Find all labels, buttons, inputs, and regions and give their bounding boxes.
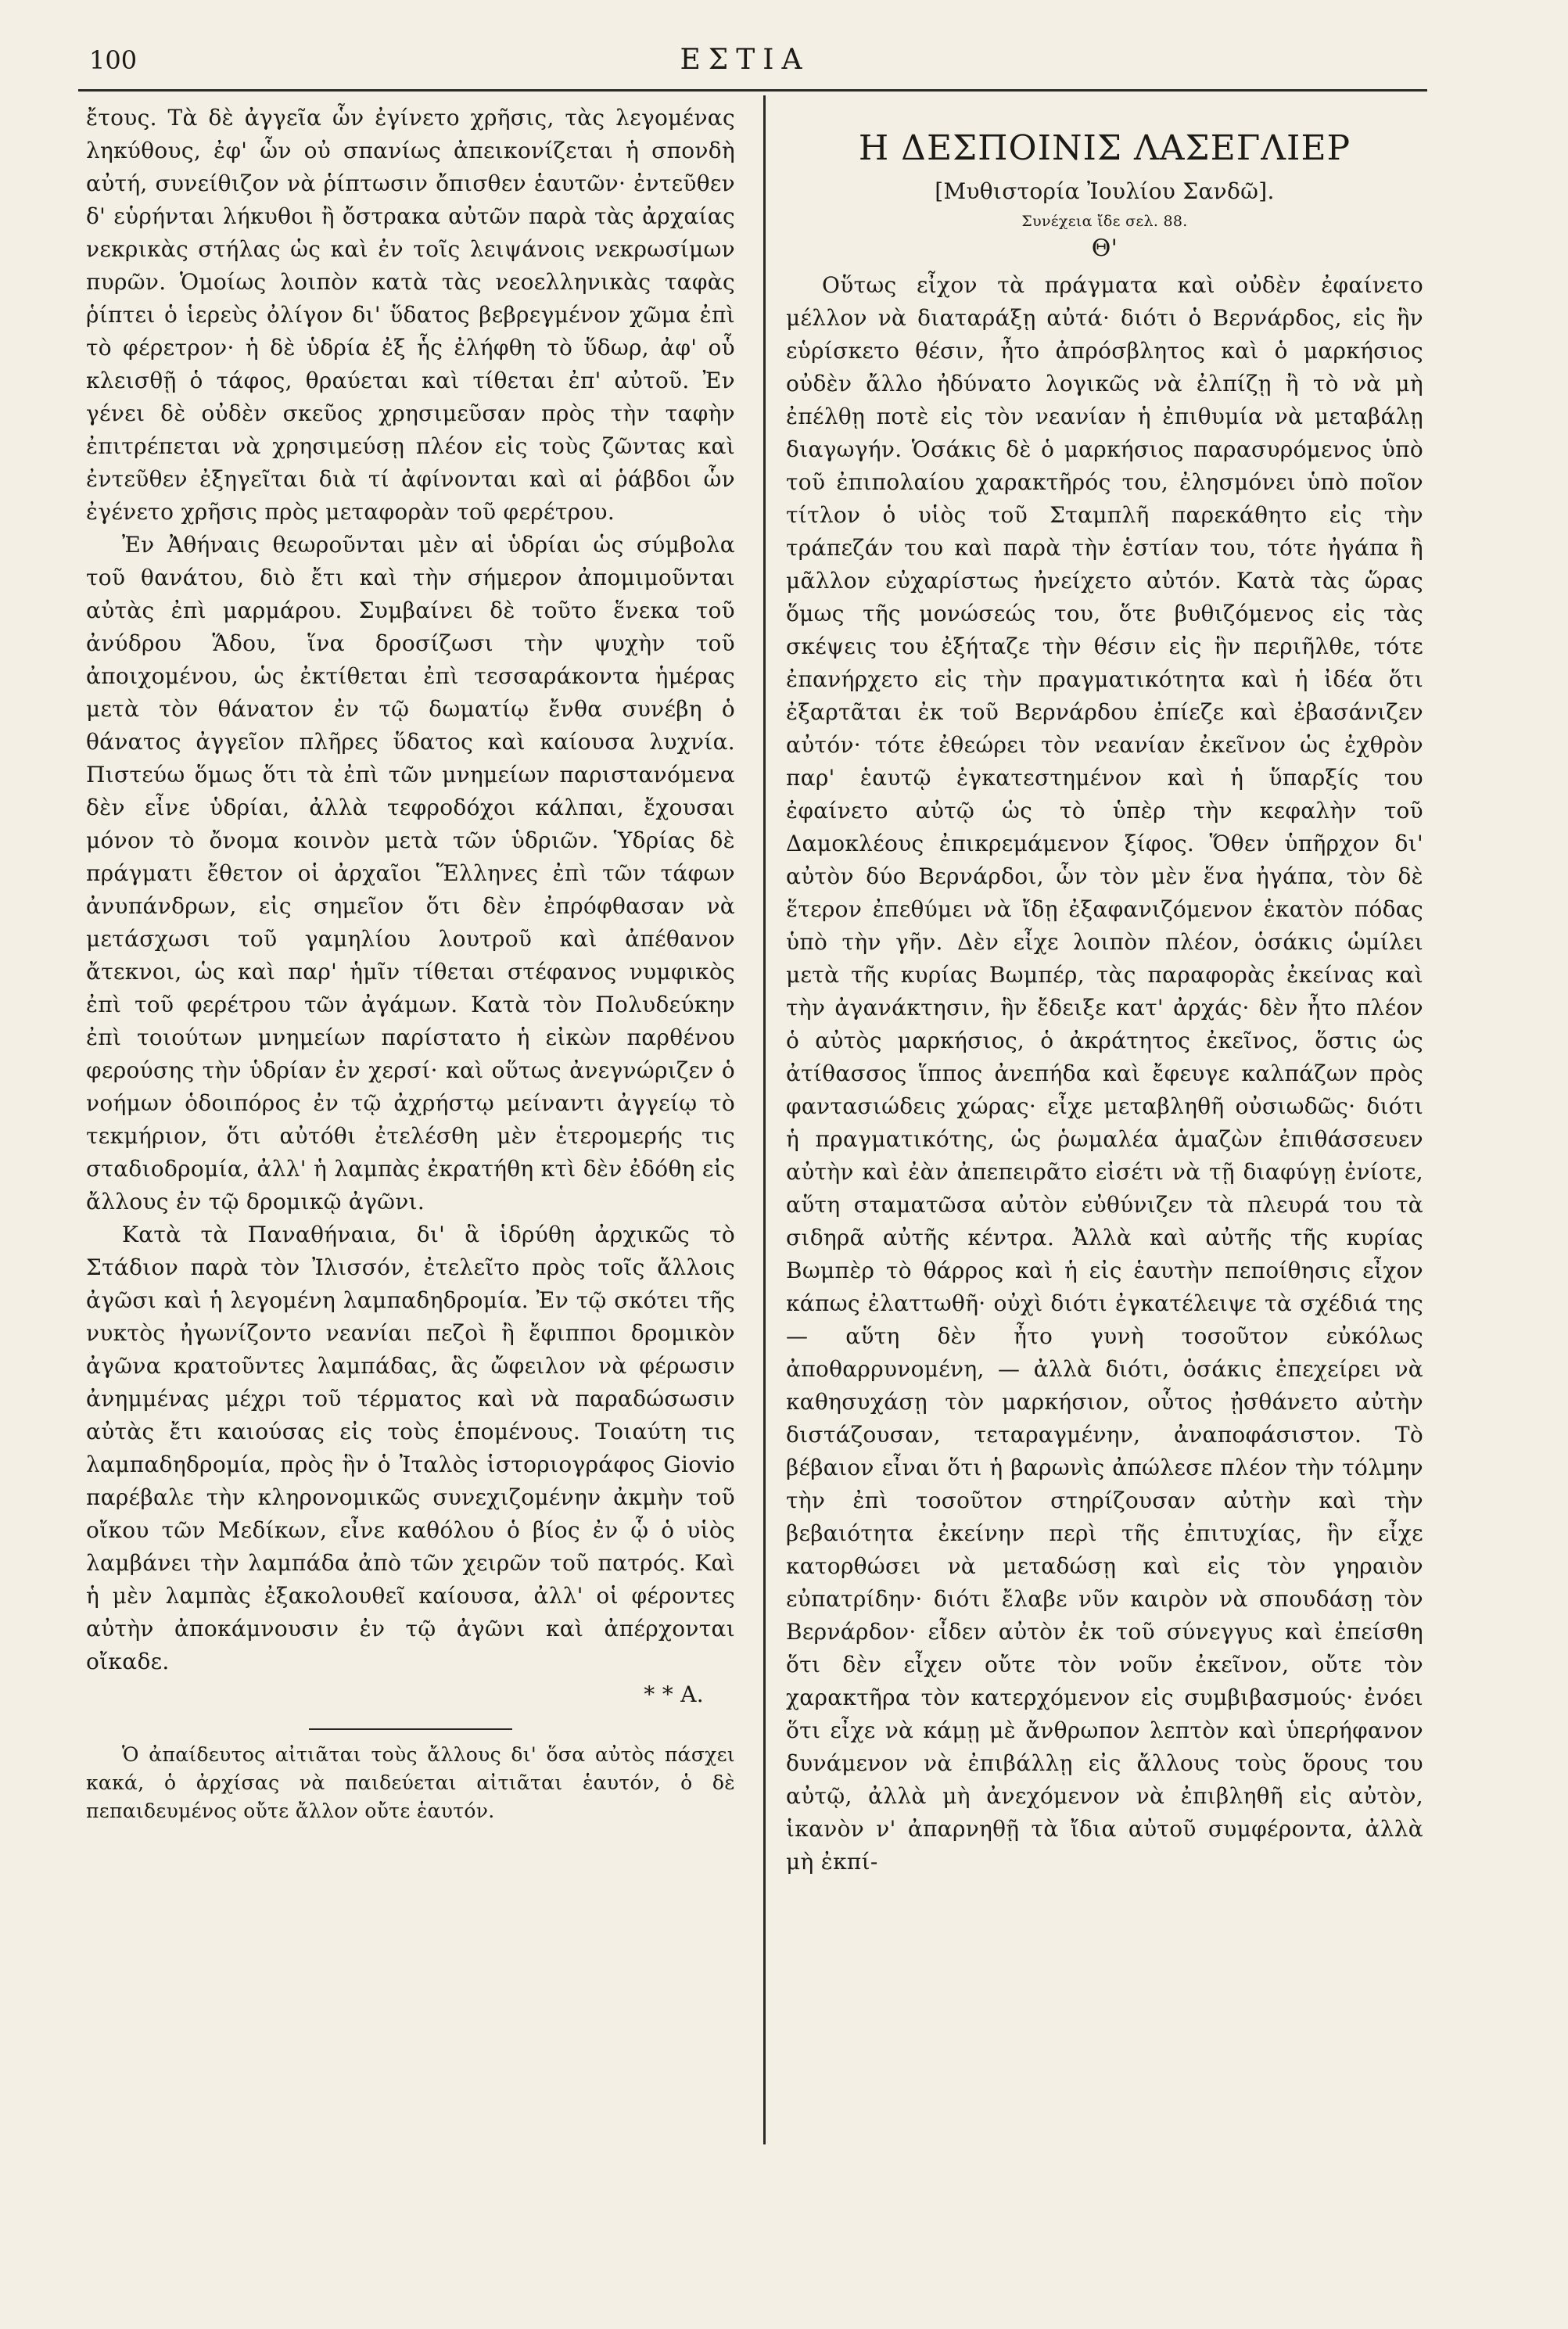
header-rule: [78, 89, 1427, 92]
article-paragraph: Ἐν Ἀθήναις θεωροῦνται μὲν αἱ ὑδρίαι ὡς σύμβολα τοῦ θανάτου, διὸ ἔτι καὶ τὴν σήμερον ἀπομιμοῦνται αὐτὰς ἐπὶ μαρμάρου. Συμβαίνει δὲ τοῦτο ἕνεκα τοῦ ἀνύδρου Ἅδου, ἵνα δροσίζωσι τὴν ψυχὴν τοῦ ἀποιχομένου, ὡς ἐκτίθεται ἐπὶ τεσσαράκοντα ἡμέρας μετὰ τὸν θάνατον ἐν τῷ δωματίῳ ἔνθα συνέβη ὁ θάνατος ἀγγεῖον πλῆρες ὕδατος καὶ καίουσα λυχνία. Πιστεύω ὅμως ὅτι τὰ ἐπὶ τῶν μνημείων παριστανόμενα δὲν εἶνε ὑδρίαι, ἀλλὰ τεφροδόχοι κάλπαι, ἔχουσαι μόνον τὸ ὄνομα κοινὸν μετὰ τῶν ὑδριῶν. Ὑδρίας δὲ πράγματι ἔθετον οἱ ἀρχαῖοι Ἕλληνες ἐπὶ τῶν τάφων ἀνυπάνδρων, εἰς σημεῖον ὅτι δὲν ἐπρόφθασαν νὰ μετάσχωσι τοῦ γαμηλίου λουτροῦ καὶ ἀπέθανον ἄτεκνοι, ὡς καὶ παρ' ἡμῖν τίθεται στέφανος νυμφικὸς ἐπὶ τοῦ φερέτρου τῶν ἀγάμων. Κατὰ τὸν Πολυδεύκην ἐπὶ τοιούτων μνημείων παρίστατο ἡ εἰκὼν παρθένου φερούσης τὴν ὑδρίαν ἐν χερσί· καὶ οὕτως ἀνεγνώριζεν ὁ νοήμων ὁδοιπόρος ἐν τῷ ἀχρήστῳ μείναντι ἀγγείῳ τὸ τεκμήριον, ὅτι αὐτόθι ἐτελέσθη μὲν ἑτερομερής τις σταδιοδρομία, ἀλλ' ἡ λαμπὰς ἐκρατήθη κτὶ δὲν ἐδόθη εἰς ἄλλους ἐν τῷ δρομικῷ ἀγῶνι.: [86, 532, 735, 1215]
right-column: [786, 102, 1423, 1879]
journal-title: ΕΣΤΙΑ: [680, 44, 810, 76]
story-subtitle: [Μυθιστορία Ἰουλίου Σανδῶ].: [935, 178, 1275, 204]
page-header: [78, 44, 1412, 91]
footnote-quote: Ὁ ἀπαίδευτος αἰτιᾶται τοὺς ἄλλους δι' ὅσα αὐτὸς πάσχει κακά, ὁ ἀρχίσας νὰ παιδεύεται αἰτιᾶται ἑαυτόν, ὁ δὲ πεπαιδευμένος οὔτε ἄλλον οὔτε ἑαυτόν.: [86, 1743, 735, 1822]
story-title: Η ΔΕΣΠΟΙΝΙΣ ΛΑΣΕΓΛΙΕΡ: [858, 128, 1351, 168]
left-column: [86, 102, 735, 1825]
continuation-note: Συνέχεια ἴδε σελ. 88.: [1021, 213, 1188, 230]
story-paragraph: Οὕτως εἶχον τὰ πράγματα καὶ οὐδὲν ἐφαίνετο μέλλον νὰ διαταράξῃ αὐτά· διότι ὁ Βερνάρδος, εἰς ἣν εὑρίσκετο θέσιν, ἦτο ἀπρόσβλητος καὶ ὁ μαρκήσιος οὐδὲν ἄλλο ἠδύνατο λογικῶς νὰ ἐλπίζῃ ἢ τὸ νὰ μὴ ἐπέλθῃ ποτὲ εἰς τὸν νεανίαν ἡ ἐπιθυμία νὰ μεταβάλῃ διαγωγήν. Ὁσάκις δὲ ὁ μαρκήσιος παρασυρόμενος ὑπὸ τοῦ ἐπιπολαίου χαρακτῆρός του, ἐλησμόνει ὑπὸ ποῖον τίτλον ὁ υἱὸς τοῦ Σταμπλῆ παρεκάθητο εἰς τὴν τράπεζάν του καὶ παρὰ τὴν ἑστίαν του, τότε ἠγάπα ἢ μᾶλλον εὐχαρίστως ἠνείχετο αὐτόν. Κατὰ τὰς ὥρας ὅμως τῆς μονώσεώς του, ὅτε βυθιζόμενος εἰς τὰς σκέψεις του ἐξήταζε τὴν θέσιν εἰς ἣν περιῆλθε, τότε ἐπανήρχετο εἰς τὴν πραγματικότητα καὶ ἡ ἰδέα ὅτι ἐξαρτᾶται ἐκ τοῦ Βερνάρδου ἐπίεζε καὶ ἐβασάνιζεν αὐτόν· τότε ἐθεώρει τὸν νεανίαν ἐκεῖνον ὡς ἐχθρὸν παρ' ἑαυτῷ ἐγκατεστημένον καὶ ἡ ὕπαρξίς του ἐφαίνετο αὐτῷ ὡς τὸ ὑπὲρ τὴν κεφαλὴν τοῦ Δαμοκλέους ἐπικρεμάμενον ξίφος. Ὅθεν ὑπῆρχον δι' αὐτὸν δύο Βερνάρδοι, ὧν τὸν μὲν ἕνα ἠγάπα, τὸν δὲ ἕτερον ἐπεθύμει νὰ ἴδῃ ἐξαφανιζόμενον ἑκατὸν πόδας ὑπὸ τὴν γῆν. Δὲν εἶχε λοιπὸν πλέον, ὁσάκις ὡμίλει μετὰ τῆς κυρίας Βωμπέρ, τὰς παραφορὰς ἐκείνας καὶ τὴν ἀγανάκτησιν, ἣν ἔδειξε κατ' ἀρχάς· δὲν ἦτο πλέον ὁ αὐτὸς μαρκήσιος, ὁ ἀκράτητος ἐκεῖνος, ὅστις ὡς ἀτίθασσος ἵππος ἀνεπήδα καὶ ἔφευγε καλπάζων πρὸς φαντασιώδεις χώρας· εἶχε μεταβληθῆ οὐσιωδῶς· διότι ἡ πραγματικότης, ὡς ῥωμαλέα ἁμαζὼν ἐπιθάσσευεν αὐτὴν καὶ ἐὰν ἀπεπειρᾶτο εἰσέτι νὰ τῇ διαφύγῃ ἐνίοτε, αὕτη σταματῶσα αὐτὸν εὐθύνιζεν τὰ πλευρά του τὰ σιδηρᾶ αὐτῆς κέντρα. Ἀλλὰ καὶ αὐτῆς τῆς κυρίας Βωμπὲρ τὸ θάρρος καὶ ἡ εἰς ἑαυτὴν πεποίθησις εἶχον κάπως ἐλαττωθῆ· οὐχὶ διότι ἐγκατέλειψε τὰ σχέδιά της — αὕτη δὲν ἦτο γυνὴ τοσοῦτον εὐκόλως ἀποθαρρυνομένη, — ἀλλὰ διότι, ὁσάκις ἐπεχείρει νὰ καθησυχάσῃ τὸν μαρκήσιον, οὗτος ᾐσθάνετο αὐτὴν διστάζουσαν, τεταραγμένην, ἀναποφάσιστον. Τὸ βέβαιον εἶναι ὅτι ἡ βαρωνὶς ἀπώλεσε πλέον τὴν τόλμην τὴν ἐπὶ τοσοῦτον στηρίζουσαν αὐτὴν καὶ τὴν βεβαιότητα ἐκείνην περὶ τῆς ἐπιτυχίας, ἣν εἶχε κατορθώσει νὰ μεταδώσῃ καὶ εἰς τὸν γηραιὸν εὐπατρίδην· διότι ἔλαβε νῦν καιρὸν νὰ σπουδάσῃ τὸν Βερνάρδον· εἶδεν αὐτὸν ἐκ τοῦ σύνεγγυς καὶ ἐπείσθη ὅτι δὲν εἶχεν οὔτε τὸν νοῦν ἐκεῖνον, οὔτε τὸν χαρακτῆρα τὸν κατερχόμενον εἰς συμβιβασμούς· ἐνόει ὅτι εἶχε νὰ κάμῃ μὲ ἄνθρωπον λεπτὸν καὶ ὑπερήφανον δυνάμενον νὰ ἐπιβάλλῃ εἰς ἄλλους τοὺς ὅρους του αὐτῷ, ἀλλὰ μὴ ἀνεχόμενον νὰ ἐπιβληθῆ εἰς αὐτὸν, ἱκανὸν ν' ἀπαρνηθῇ τὰ ἴδια αὐτοῦ συμφέροντα, ἀλλὰ μὴ ἐκπί-: [786, 272, 1423, 1875]
article-signature: * * Α.: [644, 1681, 704, 1707]
article-paragraph: Κατὰ τὰ Παναθήναια, δι' ἃ ἱδρύθη ἀρχικῶς τὸ Στάδιον παρὰ τὸν Ἰλισσόν, ἐτελεῖτο πρὸς τοῖς ἄλλοις ἀγῶσι καὶ ἡ λεγομένη λαμπαδηδρομία. Ἐν τῷ σκότει τῆς νυκτὸς ἠγωνίζοντο νεανίαι πεζοὶ ἢ ἔφιπποι δρομικὸν ἀγῶνα κρατοῦντες λαμπάδας, ἃς ὤφειλον νὰ φέρωσιν ἀνημμένας μέχρι τοῦ τέρματος καὶ νὰ παραδώσωσιν αὐτὰς ἔτι καιούσας εἰς τοὺς ἑπομένους. Τοιαύτη τις λαμπαδηδρομία, πρὸς ἣν ὁ Ἰταλὸς ἱστοριογράφος Giovio παρέβαλε τὴν κληρονομικῶς συνεχιζομένην ἀκμὴν τοῦ οἴκου τῶν Μεδίκων, εἶνε καθόλου ὁ βίος ἐν ᾧ ὁ υἱὸς λαμβάνει τὴν λαμπάδα ἀπὸ τῶν χειρῶν τοῦ πατρός. Καὶ ἡ μὲν λαμπὰς ἐξακολουθεῖ καίουσα, ἀλλ' οἱ φέροντες αὐτὴν ἀποκάμνουσιν ἐν τῷ ἀγῶνι καὶ ἀπέρχονται οἴκαδε.: [86, 1222, 735, 1674]
column-divider: [763, 95, 766, 2144]
chapter-number: Θ': [1091, 235, 1118, 262]
footnote-rule: [309, 1728, 512, 1730]
page-number: 100: [89, 45, 138, 75]
article-paragraph: ἔτους. Τὰ δὲ ἀγγεῖα ὧν ἐγίνετο χρῆσις, τὰς λεγομένας ληκύθους, ἐφ' ὧν οὐ σπανίως ἀπεικονίζεται ἡ σπονδὴ αὐτή, συνείθιζον νὰ ῥίπτωσιν ὄπισθεν ἑαυτῶν· ἐντεῦθεν δ' εὑρήνται λήκυθοι ἢ ὄστρακα αὐτῶν παρὰ τὰς ἀρχαίας νεκρικὰς στήλας ὡς καὶ ἐν τοῖς λειψάνοις νεκρωσίμων πυρῶν. Ὁμοίως λοιπὸν κατὰ τὰς νεοελληνικὰς ταφὰς ῥίπτει ὁ ἱερεὺς ὀλίγον δι' ὕδατος βεβρεγμένον χῶμα ἐπὶ τὸ φέρετρον· ἡ δὲ ὑδρία ἐξ ἧς ἐλήφθη τὸ ὕδωρ, ἀφ' οὗ κλεισθῇ ὁ τάφος, θραύεται καὶ τίθεται ἐπ' αὐτοῦ. Ἐν γένει δὲ οὐδὲν σκεῦος χρησιμεῦσαν πρὸς τὴν ταφὴν ἐπιτρέπεται νὰ χρησιμεύσῃ πλέον εἰς τοὺς ζῶντας καὶ ἐντεῦθεν ἐξηγεῖται διὰ τί ἀφίνονται καὶ αἱ ῥάβδοι ὧν ἐγένετο χρῆσις πρὸς μεταφορὰν τοῦ φερέτρου.: [86, 105, 735, 525]
